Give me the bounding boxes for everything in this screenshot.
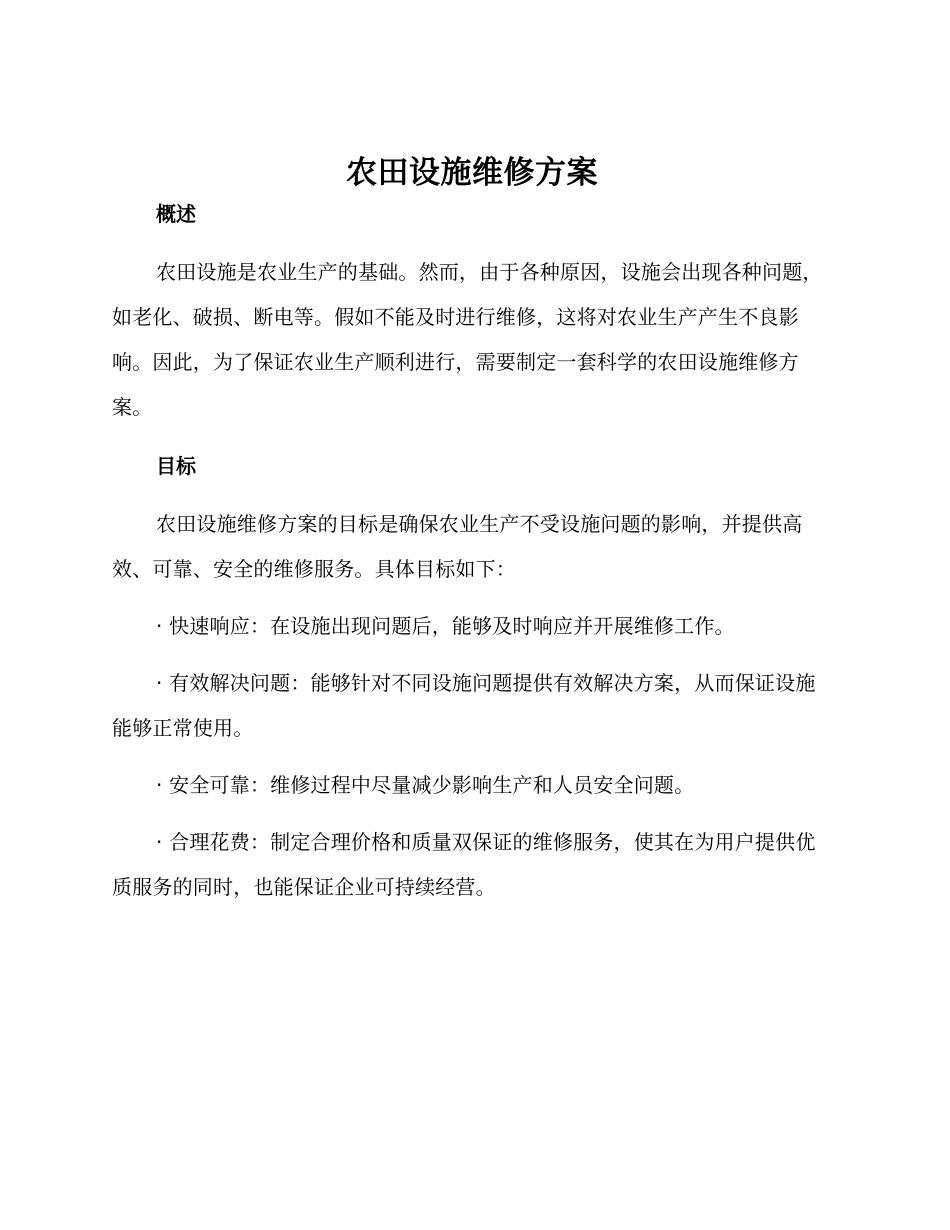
spacer (112, 751, 832, 763)
goal-bullet-reasonable-cost: · 合理花费：制定合理价格和质量双保证的维修服务，使其在为用户提供优质服务的同时，也能保证企业可持续经营。 (112, 830, 816, 899)
spacer (112, 228, 832, 250)
goals-paragraph: 农田设施维修方案的目标是确保农业生产不受设施问题的影响，并提供高效、可靠、安全的维修服务。具体目标如下： (112, 512, 803, 581)
document-title: 农田设施维修方案 (346, 155, 598, 191)
section-heading-overview: 概述 (156, 202, 196, 226)
spacer (112, 430, 832, 452)
spacer (112, 592, 832, 604)
spacer (112, 480, 832, 502)
overview-paragraph: 农田设施是农业生产的基础。然而，由于各种原因，设施会出现各种问题，如老化、破损、断电等。假如不能及时进行维修，这将对农业生产产生不良影响。因此，为了保证农业生产顺利进行，需要制定一套科学的农田设施维修方案。 (112, 260, 823, 419)
goal-bullet-fast-response: · 快速响应：在设施出现问题后，能够及时响应并开展维修工作。 (156, 614, 735, 638)
spacer (112, 649, 832, 661)
goal-bullet-safe-reliable: · 安全可靠：维修过程中尽量减少影响生产和人员安全问题。 (156, 773, 695, 797)
goal-bullet-effective-solution: · 有效解决问题：能够针对不同设施问题提供有效解决方案，从而保证设施能够正常使用。 (112, 671, 816, 740)
document-page (112, 150, 832, 910)
section-heading-goals: 目标 (156, 454, 196, 478)
spacer (112, 808, 832, 820)
